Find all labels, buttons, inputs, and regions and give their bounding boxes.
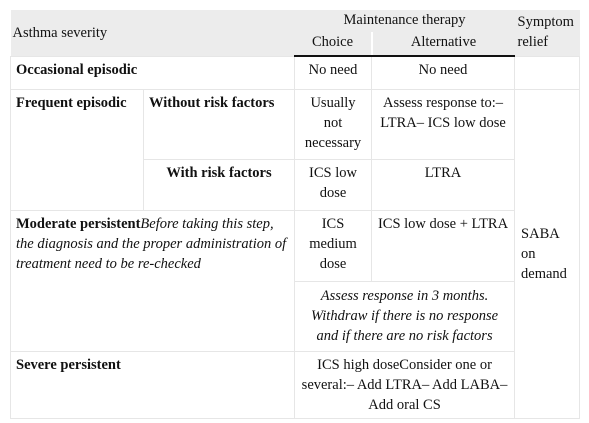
saba-line3: demand bbox=[521, 265, 567, 282]
frequent-with-risk-factors: With risk factors bbox=[144, 159, 295, 210]
occasional-choice: No need bbox=[295, 56, 372, 89]
header-alternative: Alternative bbox=[372, 32, 515, 56]
header-choice: Choice bbox=[295, 32, 372, 56]
moderate-choice: ICS medium dose bbox=[295, 210, 372, 281]
header-asthma-severity: Asthma severity bbox=[11, 10, 295, 56]
severity-frequent-episodic: Frequent episodic bbox=[11, 89, 144, 210]
frequent-with-risk-choice: ICS low dose bbox=[295, 159, 372, 210]
moderate-assess-response: Assess response in 3 months. Withdraw if there is no response and if there are no risk factors bbox=[295, 281, 515, 351]
occasional-symptom-relief bbox=[515, 56, 580, 89]
frequent-without-risk-factors: Without risk factors bbox=[144, 89, 295, 159]
header-symptom-relief-line2: relief bbox=[517, 34, 549, 50]
header-symptom-relief-line1: Symptom bbox=[517, 14, 574, 30]
frequent-with-risk-alternative: LTRA bbox=[372, 159, 515, 210]
frequent-no-risk-choice: Usually not necessary bbox=[295, 89, 372, 159]
table-row bbox=[11, 351, 580, 418]
frequent-no-risk-alternative: Assess response to:– LTRA– ICS low dose bbox=[372, 89, 515, 159]
header-maintenance-therapy: Maintenance therapy bbox=[295, 10, 515, 32]
severity-moderate-persistent bbox=[11, 210, 295, 351]
symptom-relief-saba bbox=[515, 89, 580, 418]
moderate-persistent-note: Before taking this step, the diagnosis and the proper administration of treatment need to be re-checked bbox=[16, 215, 287, 272]
table-row bbox=[11, 56, 580, 89]
table-row bbox=[11, 89, 580, 159]
severity-severe-persistent: Severe persistent bbox=[11, 351, 295, 418]
moderate-alternative: ICS low dose + LTRA bbox=[372, 210, 515, 281]
table-row bbox=[11, 210, 580, 281]
header-symptom-relief bbox=[515, 10, 580, 56]
occasional-alternative: No need bbox=[372, 56, 515, 89]
severe-therapy: ICS high doseConsider one or several:– Add LTRA– Add LABA– Add oral CS bbox=[295, 351, 515, 418]
asthma-treatment-table bbox=[10, 10, 580, 419]
saba-line2: on bbox=[521, 245, 536, 262]
saba-line1: SABA bbox=[521, 225, 560, 242]
moderate-persistent-label: Moderate persistent bbox=[16, 215, 141, 232]
severity-occasional-episodic: Occasional episodic bbox=[11, 56, 295, 89]
